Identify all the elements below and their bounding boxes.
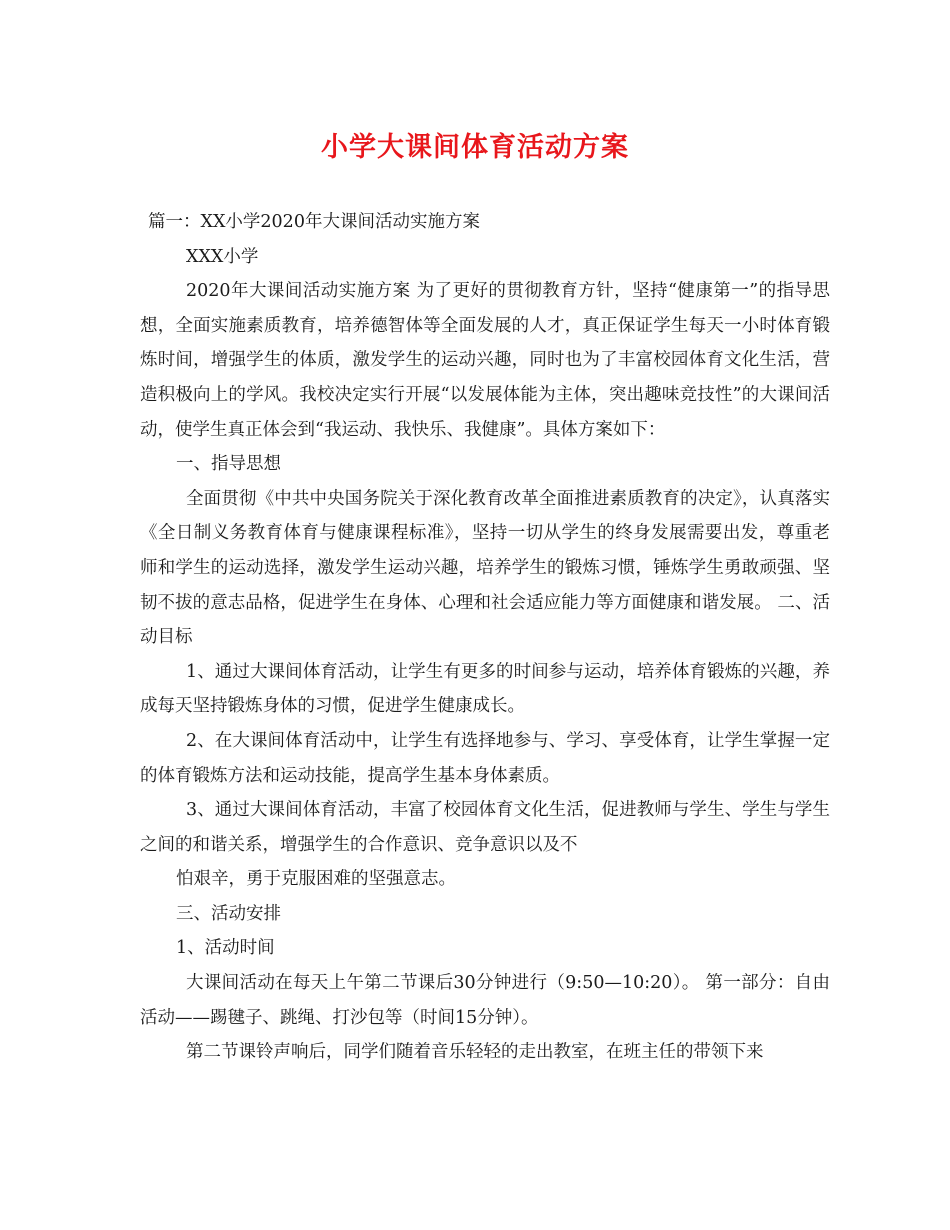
paragraph-heading-guiding-idea: 一、指导思想 (176, 454, 281, 475)
paragraph-goal-3-continued: 怕艰辛，勇于克服困难的坚强意志。 (176, 869, 456, 890)
paragraph-heading-time: 1、活动时间 (176, 938, 275, 959)
paragraph-guiding-idea: 全面贯彻《中共中央国务院关于深化教育改革全面推进素质教育的决定》，认真落实《全日制义务教育体育与健康课程标准》，坚持一切从学生的终身发展需要出发，尊重老师和学生的运动选择，激发学生运动兴趣，培养学生的锻炼习惯，锤炼学生勇敢顽强、坚韧不拔的意志品格，促进学生在身体、心理和社会适应能力等方面健康和谐发展。 二、活动目标 (140, 488, 830, 648)
paragraph-intro: 2020年大课间活动实施方案 为了更好的贯彻教育方针，坚持“健康第一”的指导思想，全面实施素质教育，培养德智体等全面发展的人才，真正保证学生每天一小时体育锻炼时间，增强学生的体质，激发学生的运动兴趣，同时也为了丰富校园体育文化生活，营造积极向上的学风。我校决定实行开展“以发展体能为主体，突出趣味竞技性”的大课间活动，使学生真正体会到“我运动、我快乐、我健康”。具体方案如下： (140, 281, 830, 440)
document-title: 小学大课间体育活动方案 (321, 132, 629, 163)
paragraph-heading-arrangement: 三、活动安排 (176, 903, 281, 924)
paragraph-bell: 第二节课铃声响后，同学们随着音乐轻轻的走出教室，在班主任的带领下来 (186, 1042, 764, 1063)
paragraph-section-heading: 篇一：XX小学2020年大课间活动实施方案 (148, 212, 480, 232)
paragraph-time: 大课间活动在每天上午第二节课后30分钟进行（9:50—10:20）。 第一部分：自由活动——踢毽子、跳绳、打沙包等（时间15分钟）。 (140, 973, 830, 1028)
paragraph-school-name: XXX小学 (186, 246, 259, 267)
paragraph-goal-3: 3、通过大课间体育活动，丰富了校园体育文化生活，促进教师与学生、学生与学生之间的和谐关系，增强学生的合作意识、竞争意识以及不 (140, 800, 830, 855)
document-body (140, 205, 830, 1070)
paragraph-goal-2: 2、在大课间体育活动中，让学生有选择地参与、学习、享受体育，让学生掌握一定的体育锻炼方法和运动技能，提高学生基本身体素质。 (140, 730, 830, 786)
paragraph-goal-1: 1、通过大课间体育活动，让学生有更多的时间参与运动，培养体育锻炼的兴趣，养成每天坚持锻炼身体的习惯，促进学生健康成长。 (140, 661, 830, 717)
